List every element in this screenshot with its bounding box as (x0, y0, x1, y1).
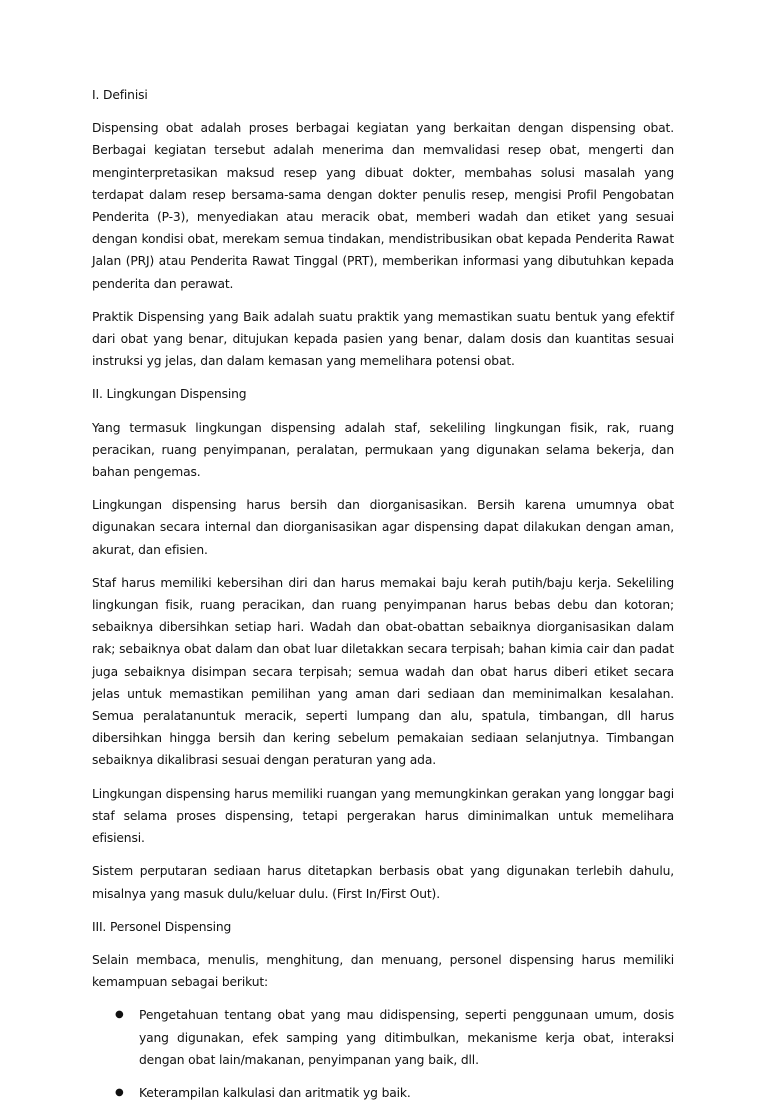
paragraph-personel-kemampuan: Selain membaca, menulis, menghitung, dan menuang, personel dispensing harus memiliki kemampuan sebagai berikut: (92, 952, 674, 990)
list-item (92, 1004, 674, 1071)
section-heading-personel: III. Personel Dispensing (92, 919, 232, 934)
paragraph-lingkungan-bersih: Lingkungan dispensing harus bersih dan diorganisasikan. Bersih karena umumnya obat digunakan secara internal dan diorganisasikan agar dispensing dapat dilakukan dengan aman, akurat, dan efisien. (92, 498, 674, 557)
list-item-text: Keterampilan kalkulasi dan aritmatik yg baik. (139, 1085, 411, 1100)
skills-list (92, 1004, 674, 1104)
bullet-icon: ● (115, 1086, 124, 1098)
paragraph-staf-kebersihan: Staf harus memiliki kebersihan diri dan harus memakai baju kerah putih/baju kerja. Sekeliling lingkungan fisik, ruang peracikan, dan ruang penyimpanan harus bebas debu dan kotoran; sebaiknya dibersihkan setiap hari. Wadah dan obat-obattan sebaiknya diorganisasikan dalam rak; sebaiknya obat dalam dan obat luar diletakkan secara terpisah; bahan kimia cair dan padat juga sebaiknya disimpan secara terpisah; semua wadah dan obat harus diberi etiket secara jelas untuk memastikan pemilihan yang aman dari sediaan dan meminimalkan kesalahan. Semua peralatanuntuk meracik, seperti lumpang dan alu, spatula, timbangan, dll harus dibersihkan hingga bersih dan kering sebelum pemakaian sediaan selanjutnya. Timbangan sebaiknya dikalibrasi sesuai dengan peraturan yang ada. (92, 575, 674, 768)
paragraph-lingkungan-cakupan: Yang termasuk lingkungan dispensing adalah staf, sekeliling lingkungan fisik, rak, ruang peracikan, ruang penyimpanan, peralatan, permukaan yang digunakan selama bekerja, dan bahan pengemas. (92, 420, 674, 480)
paragraph-praktik-dispensing: Praktik Dispensing yang Baik adalah suatu praktik yang memastikan suatu bentuk yang efektif dari obat yang benar, ditujukan kepada pasien yang benar, dalam dosis dan kuantitas sesuai instruksi yg jelas, dan dalam kemasan yang memelihara potensi obat. (92, 309, 674, 369)
list-item-text: Pengetahuan tentang obat yang mau didispensing, seperti penggunaan umum, dosis yang digunakan, efek samping yang ditimbulkan, mekanisme kerja obat, interaksi dengan obat lain/makanan, penyimpanan yang baik, dll. (139, 1008, 674, 1067)
document-page (92, 84, 674, 1115)
paragraph-ruangan-gerak: Lingkungan dispensing harus memiliki ruangan yang memungkinkan gerakan yang longgar bagi staf selama proses dispensing, tetapi pergerakan harus diminimalkan untuk memelihara efisiensi. (92, 786, 674, 846)
paragraph-definisi-dispensing: Dispensing obat adalah proses berbagai kegiatan yang berkaitan dengan dispensing obat. Berbagai kegiatan tersebut adalah menerima dan memvalidasi resep obat, mengerti dan menginterpretasikan maksud resep yang dibuat dokter, membahas solusi masalah yang terdapat dalam resep bersama-sama dengan dokter penulis resep, mengisi Profil Pengobatan Penderita (P-3), menyediakan atau meracik obat, memberi wadah dan etiket yang sesuai dengan kondisi obat, merekam semua tindakan, mendistribusikan obat kepada Penderita Rawat Jalan (PRJ) atau Penderita Rawat Tinggal (PRT), memberikan informasi yang dibutuhkan kepada penderita dan perawat. (92, 121, 674, 291)
bullet-icon: ● (115, 1009, 124, 1021)
paragraph-sistem-perputaran: Sistem perputaran sediaan harus ditetapkan berbasis obat yang digunakan terlebih dahulu, misalnya yang masuk dulu/keluar dulu. (First In/First Out). (92, 864, 674, 901)
section-heading-lingkungan: II. Lingkungan Dispensing (92, 387, 247, 402)
section-heading-definisi: I. Definisi (92, 88, 148, 102)
list-item (92, 1082, 674, 1104)
